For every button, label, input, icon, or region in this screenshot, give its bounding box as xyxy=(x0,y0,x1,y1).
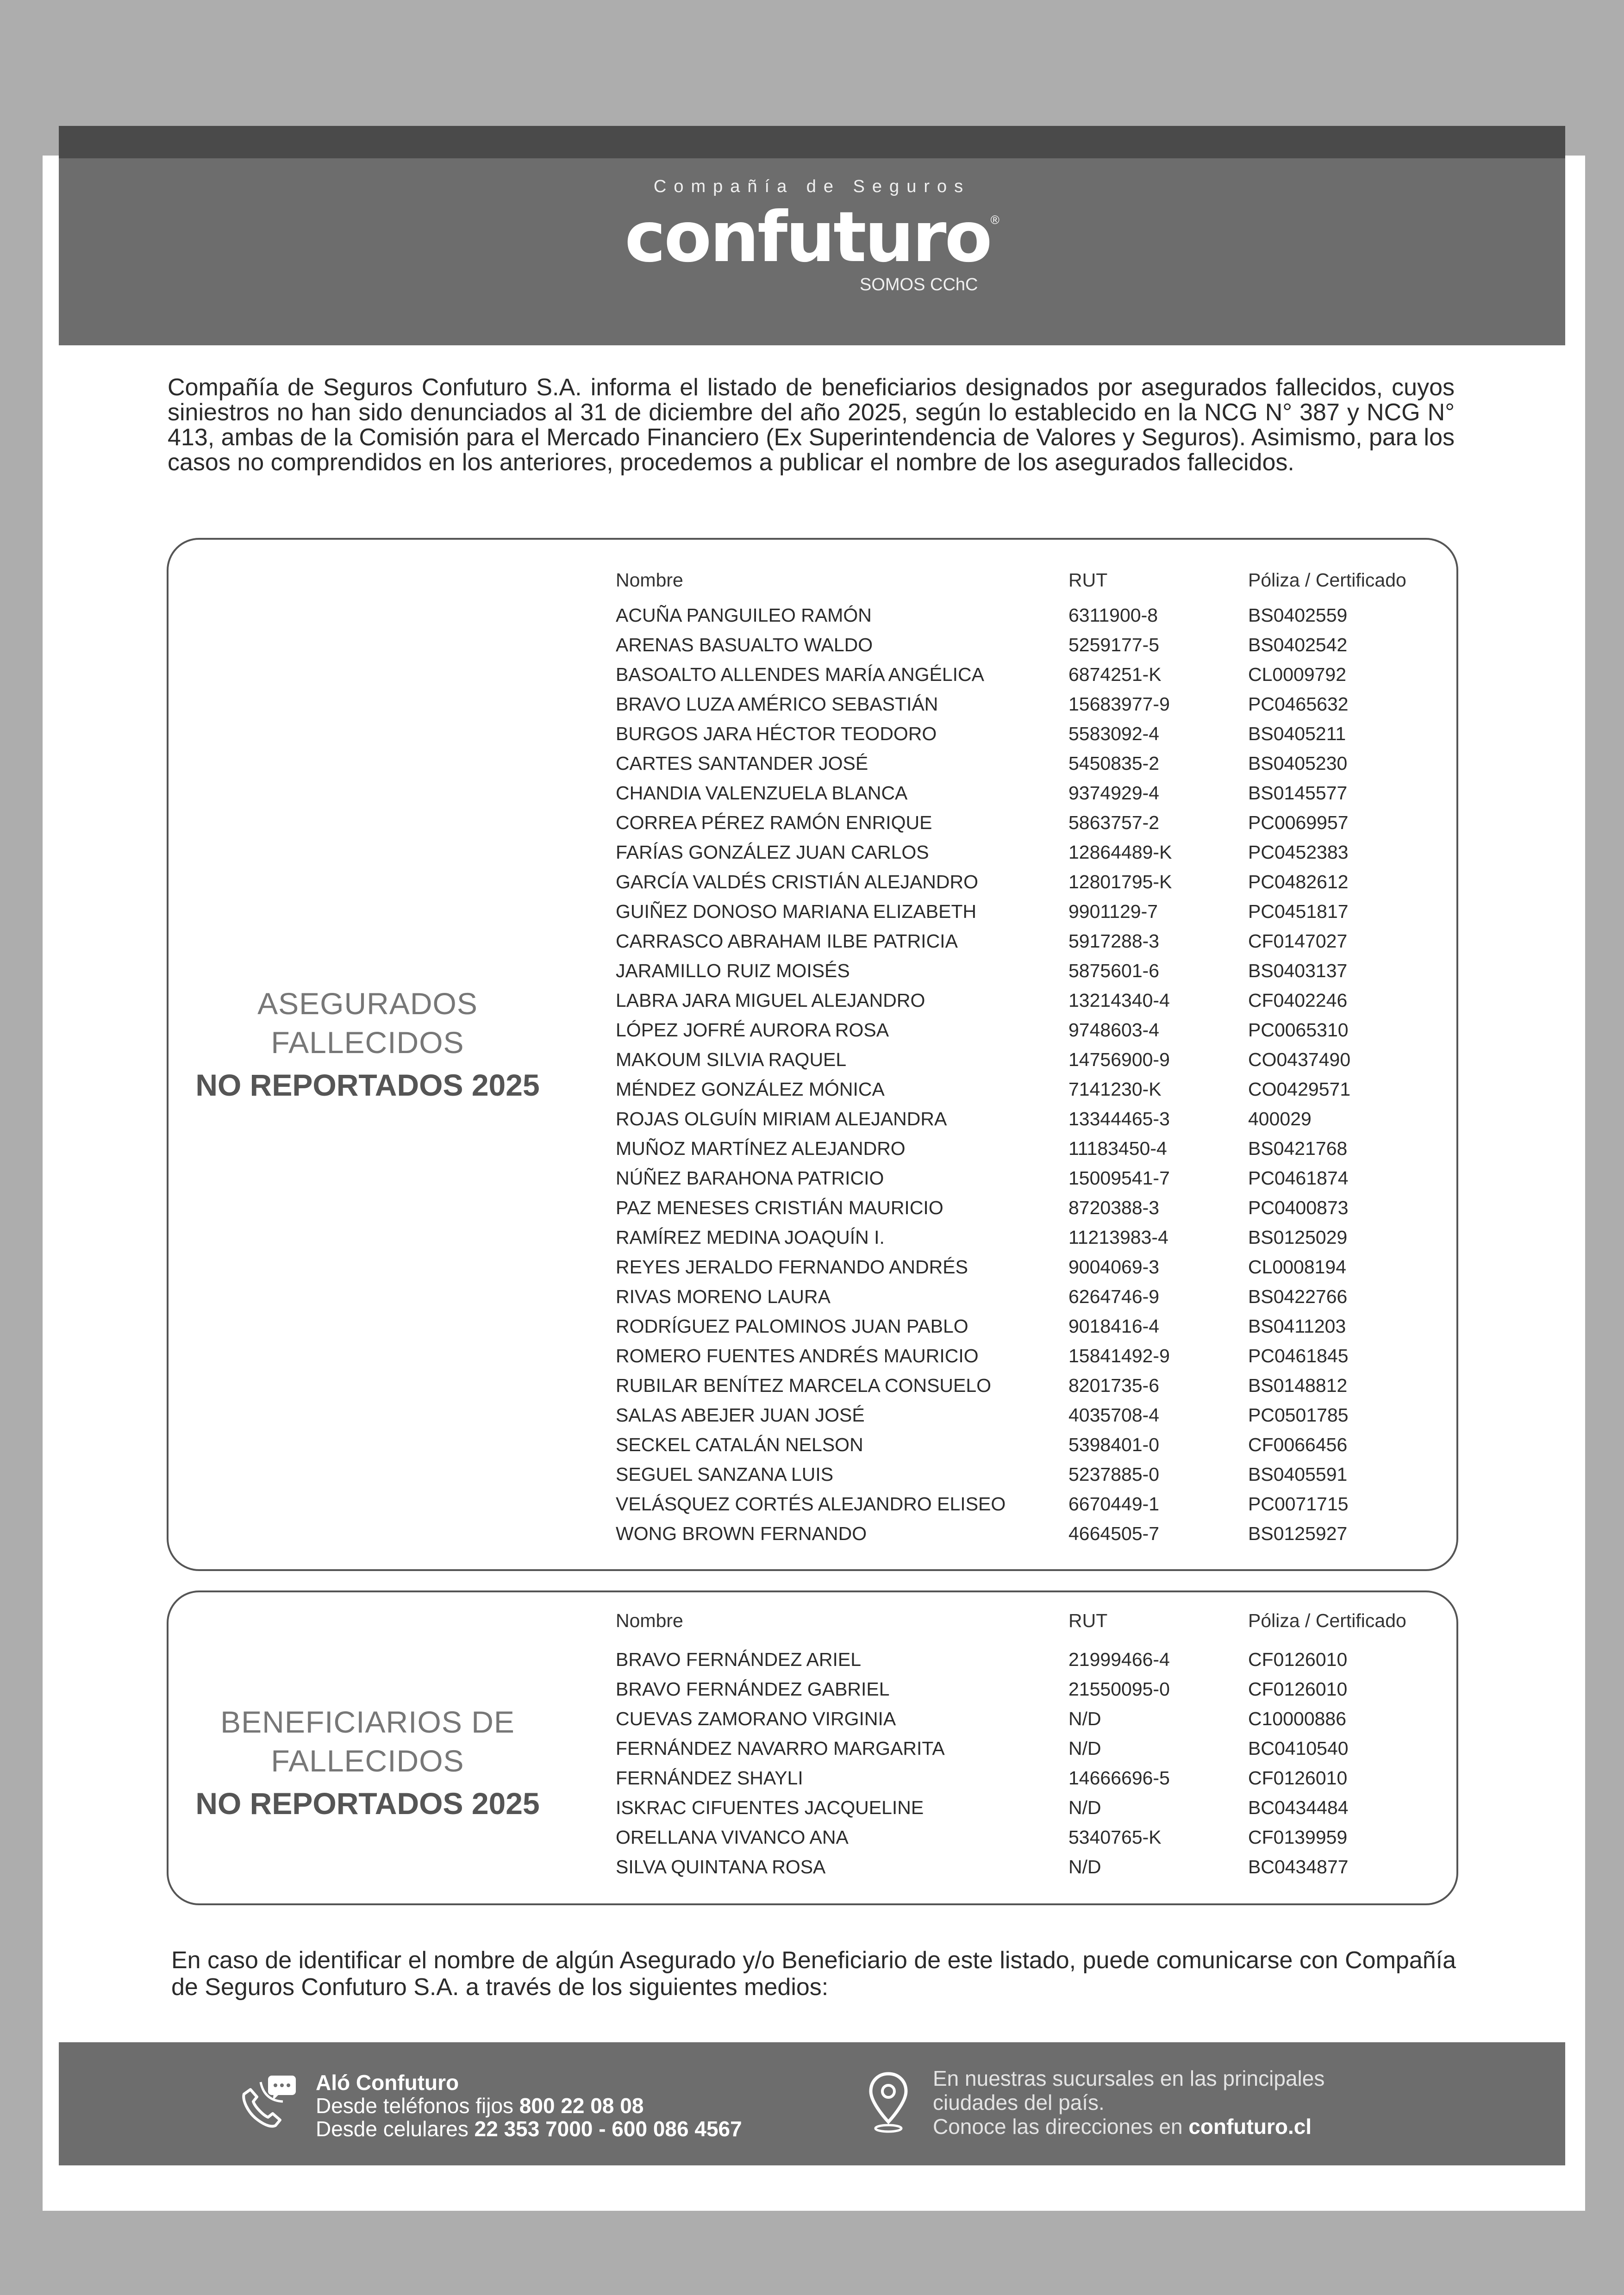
panel-title-line2: FALLECIDOS xyxy=(271,1025,464,1060)
landline-label: Desde teléfonos fijos xyxy=(316,2094,514,2118)
row-policy: CL0009792 xyxy=(1248,664,1347,685)
row-policy: CL0008194 xyxy=(1248,1256,1347,1278)
row-rut: 9374929-4 xyxy=(1068,782,1160,804)
row-rut: 6264746-9 xyxy=(1068,1286,1160,1307)
row-rut: 11213983-4 xyxy=(1068,1227,1168,1248)
panel-title-line1: ASEGURADOS xyxy=(257,986,478,1021)
panel-title xyxy=(192,984,543,1108)
row-name: RODRÍGUEZ PALOMINOS JUAN PABLO xyxy=(616,1316,968,1337)
row-name: CHANDIA VALENZUELA BLANCA xyxy=(616,782,908,804)
row-name: CARRASCO ABRAHAM ILBE PATRICIA xyxy=(616,930,958,952)
brand-subtitle: SOMOS CChC xyxy=(860,275,978,294)
row-rut: 9004069-3 xyxy=(1068,1256,1160,1278)
intro-paragraph: Compañía de Seguros Confuturo S.A. informa el listado de beneficiarios designados por asegurados fallecidos, cuyos siniestros no han sido denunciados al 31 de diciembre del año 2025, según lo establecido en la NCG N° 387 y NCG N° 413, ambas de la Comisión para el Mercado Financiero (Ex Superintendencia de Valores y Seguros). Asimismo, para los casos no comprendidos en los anteriores, procedemos a publicar el nombre de los asegurados fallecidos. xyxy=(168,374,1455,476)
row-name: PAZ MENESES CRISTIÁN MAURICIO xyxy=(616,1197,943,1218)
row-name: VELÁSQUEZ CORTÉS ALEJANDRO ELISEO xyxy=(616,1493,1006,1515)
mobile-label: Desde celulares xyxy=(316,2117,468,2141)
row-rut: N/D xyxy=(1068,1797,1101,1818)
row-policy: CO0429571 xyxy=(1248,1079,1351,1100)
row-name: RIVAS MORENO LAURA xyxy=(616,1286,831,1307)
row-rut: 5450835-2 xyxy=(1068,753,1160,774)
row-policy: CF0402246 xyxy=(1248,990,1348,1011)
row-policy: BS0405230 xyxy=(1248,753,1348,774)
row-rut: 15009541-7 xyxy=(1068,1167,1170,1189)
panel-title-line1: BENEFICIARIOS DE xyxy=(220,1705,515,1739)
row-policy: BS0402559 xyxy=(1248,605,1348,626)
row-policy: PC0452383 xyxy=(1248,842,1349,863)
row-name: REYES JERALDO FERNANDO ANDRÉS xyxy=(616,1256,968,1278)
row-name: ACUÑA PANGUILEO RAMÓN xyxy=(616,605,872,626)
contact-paragraph: En caso de identificar el nombre de algún Asegurado y/o Beneficiario de este listado, puede comunicarse con Compañía de Seguros Confuturo S.A. a través de los siguientes medios: xyxy=(171,1947,1456,2001)
col-header-name: Nombre xyxy=(616,1610,683,1631)
row-rut: 5917288-3 xyxy=(1068,930,1160,952)
row-rut: 21550095-0 xyxy=(1068,1678,1170,1700)
row-rut: 4664505-7 xyxy=(1068,1523,1160,1544)
row-name: ROJAS OLGUÍN MIRIAM ALEJANDRA xyxy=(616,1108,947,1129)
row-policy: PC0501785 xyxy=(1248,1404,1349,1426)
col-header-name: Nombre xyxy=(616,569,683,591)
branches-line2: ciudades del país. xyxy=(933,2090,1105,2114)
row-rut: 9748603-4 xyxy=(1068,1019,1160,1041)
row-name: CARTES SANTANDER JOSÉ xyxy=(616,753,868,774)
row-policy: PC0461874 xyxy=(1248,1167,1349,1189)
row-rut: N/D xyxy=(1068,1738,1101,1759)
row-rut: 5583092-4 xyxy=(1068,723,1160,744)
landline-line xyxy=(316,2094,742,2117)
row-rut: 13344465-3 xyxy=(1068,1108,1170,1129)
row-policy: C10000886 xyxy=(1248,1708,1347,1729)
row-name: FERNÁNDEZ NAVARRO MARGARITA xyxy=(616,1738,945,1759)
row-name: WONG BROWN FERNANDO xyxy=(616,1523,867,1544)
col-header-policy: Póliza / Certificado xyxy=(1248,569,1406,591)
row-rut: 11183450-4 xyxy=(1068,1138,1167,1159)
phone-chat-icon xyxy=(234,2072,299,2132)
row-rut: 4035708-4 xyxy=(1068,1404,1160,1426)
alo-confuturo-title: Aló Confuturo xyxy=(316,2070,459,2095)
row-name: MÉNDEZ GONZÁLEZ MÓNICA xyxy=(616,1079,885,1100)
contact-footer xyxy=(59,2042,1565,2165)
col-header-rut: RUT xyxy=(1068,1610,1108,1631)
registered-mark: ® xyxy=(990,213,999,227)
row-policy: PC0071715 xyxy=(1248,1493,1349,1515)
header-banner xyxy=(59,158,1565,345)
panel-title-line2: FALLECIDOS xyxy=(271,1744,464,1778)
row-name: CORREA PÉREZ RAMÓN ENRIQUE xyxy=(616,812,932,833)
row-rut: 5259177-5 xyxy=(1068,634,1160,655)
row-policy: BS0402542 xyxy=(1248,634,1348,655)
row-policy: BS0405591 xyxy=(1248,1464,1348,1485)
row-policy: CF0147027 xyxy=(1248,930,1348,952)
row-policy: BS0125927 xyxy=(1248,1523,1348,1544)
row-rut: 6874251-K xyxy=(1068,664,1162,685)
row-name: LABRA JARA MIGUEL ALEJANDRO xyxy=(616,990,925,1011)
mobile-numbers[interactable]: 22 353 7000 - 600 086 4567 xyxy=(474,2117,742,2141)
row-rut: 14756900-9 xyxy=(1068,1049,1170,1070)
row-policy: BS0421768 xyxy=(1248,1138,1348,1159)
row-name: NÚÑEZ BARAHONA PATRICIO xyxy=(616,1167,884,1189)
row-policy: BC0434484 xyxy=(1248,1797,1349,1818)
row-name: BASOALTO ALLENDES MARÍA ANGÉLICA xyxy=(616,664,985,685)
brand-name: confuturo xyxy=(625,197,991,278)
panel-beneficiarios-fallecidos xyxy=(167,1590,1458,1905)
brand-tagline: Compañía de Seguros xyxy=(653,177,971,196)
col-header-policy: Póliza / Certificado xyxy=(1248,1610,1406,1631)
brand-logo xyxy=(59,197,1565,278)
row-policy: PC0465632 xyxy=(1248,693,1349,715)
row-rut: 9901129-7 xyxy=(1068,901,1158,922)
row-policy: BS0403137 xyxy=(1248,960,1348,981)
top-bar xyxy=(59,126,1565,158)
website-link[interactable]: confuturo.cl xyxy=(1188,2114,1312,2139)
row-rut: 15841492-9 xyxy=(1068,1345,1170,1366)
row-policy: BS0405211 xyxy=(1248,723,1346,744)
row-rut: 6311900-8 xyxy=(1068,605,1158,626)
row-name: SILVA QUINTANA ROSA xyxy=(616,1856,826,1877)
row-policy: BS0411203 xyxy=(1248,1316,1346,1337)
landline-number[interactable]: 800 22 08 08 xyxy=(519,2094,644,2118)
panel-title xyxy=(192,1703,543,1827)
row-rut: 8201735-6 xyxy=(1068,1375,1160,1396)
row-name: ORELLANA VIVANCO ANA xyxy=(616,1827,849,1848)
row-policy: CF0139959 xyxy=(1248,1827,1348,1848)
row-name: ARENAS BASUALTO WALDO xyxy=(616,634,873,655)
row-name: BRAVO LUZA AMÉRICO SEBASTIÁN xyxy=(616,693,938,715)
row-policy: BS0125029 xyxy=(1248,1227,1348,1248)
row-policy: PC0482612 xyxy=(1248,871,1349,892)
row-name: BRAVO FERNÁNDEZ GABRIEL xyxy=(616,1678,890,1700)
row-policy: BS0148812 xyxy=(1248,1375,1348,1396)
row-name: MUÑOZ MARTÍNEZ ALEJANDRO xyxy=(616,1138,906,1159)
row-rut: 21999466-4 xyxy=(1068,1649,1170,1670)
row-name: CUEVAS ZAMORANO VIRGINIA xyxy=(616,1708,896,1729)
row-name: FARÍAS GONZÁLEZ JUAN CARLOS xyxy=(616,842,929,863)
row-policy: PC0065310 xyxy=(1248,1019,1349,1041)
row-policy: PC0069957 xyxy=(1248,812,1349,833)
panel-asegurados-fallecidos xyxy=(167,538,1458,1571)
row-name: GARCÍA VALDÉS CRISTIÁN ALEJANDRO xyxy=(616,871,979,892)
row-name: ISKRAC CIFUENTES JACQUELINE xyxy=(616,1797,924,1818)
row-rut: 5398401-0 xyxy=(1068,1434,1160,1455)
row-name: ROMERO FUENTES ANDRÉS MAURICIO xyxy=(616,1345,979,1366)
phone-contact xyxy=(316,2071,742,2140)
row-name: MAKOUM SILVIA RAQUEL xyxy=(616,1049,847,1070)
row-rut: 14666696-5 xyxy=(1068,1767,1170,1789)
row-policy: CO0437490 xyxy=(1248,1049,1351,1070)
row-rut: 5875601-6 xyxy=(1068,960,1160,981)
row-name: SEGUEL SANZANA LUIS xyxy=(616,1464,834,1485)
row-rut: N/D xyxy=(1068,1856,1101,1877)
row-policy: CF0126010 xyxy=(1248,1678,1348,1700)
row-policy: PC0461845 xyxy=(1248,1345,1349,1366)
panel-title-bold: NO REPORTADOS 2025 xyxy=(195,1786,540,1821)
row-rut: 9018416-4 xyxy=(1068,1316,1160,1337)
row-name: RAMÍREZ MEDINA JOAQUÍN I. xyxy=(616,1227,885,1248)
row-policy: CF0066456 xyxy=(1248,1434,1348,1455)
branches-line1: En nuestras sucursales en las principales xyxy=(933,2066,1325,2090)
row-rut: N/D xyxy=(1068,1708,1101,1729)
row-rut: 7141230-K xyxy=(1068,1079,1162,1100)
row-name: GUIÑEZ DONOSO MARIANA ELIZABETH xyxy=(616,901,977,922)
row-name: BURGOS JARA HÉCTOR TEODORO xyxy=(616,723,937,744)
row-policy: CF0126010 xyxy=(1248,1649,1348,1670)
col-header-rut: RUT xyxy=(1068,569,1108,591)
row-policy: 400029 xyxy=(1248,1108,1312,1129)
row-rut: 8720388-3 xyxy=(1068,1197,1160,1218)
row-policy: CF0126010 xyxy=(1248,1767,1348,1789)
row-name: FERNÁNDEZ SHAYLI xyxy=(616,1767,803,1789)
row-policy: BS0145577 xyxy=(1248,782,1348,804)
row-policy: BS0422766 xyxy=(1248,1286,1348,1307)
row-rut: 13214340-4 xyxy=(1068,990,1170,1011)
row-policy: PC0400873 xyxy=(1248,1197,1349,1218)
row-name: SECKEL CATALÁN NELSON xyxy=(616,1434,863,1455)
row-rut: 15683977-9 xyxy=(1068,693,1170,715)
row-rut: 5863757-2 xyxy=(1068,812,1160,833)
row-name: JARAMILLO RUIZ MOISÉS xyxy=(616,960,850,981)
panel-title-bold: NO REPORTADOS 2025 xyxy=(195,1068,540,1102)
row-rut: 6670449-1 xyxy=(1068,1493,1160,1515)
row-rut: 5237885-0 xyxy=(1068,1464,1160,1485)
branches-contact xyxy=(933,2066,1324,2139)
branches-line3 xyxy=(933,2114,1324,2139)
row-policy: BC0410540 xyxy=(1248,1738,1349,1759)
row-name: SALAS ABEJER JUAN JOSÉ xyxy=(616,1404,865,1426)
row-policy: BC0434877 xyxy=(1248,1856,1349,1877)
row-policy: PC0451817 xyxy=(1248,901,1349,922)
row-name: BRAVO FERNÁNDEZ ARIEL xyxy=(616,1649,862,1670)
mobile-line xyxy=(316,2117,742,2140)
location-pin-icon xyxy=(865,2070,912,2135)
row-name: RUBILAR BENÍTEZ MARCELA CONSUELO xyxy=(616,1375,992,1396)
row-name: LÓPEZ JOFRÉ AURORA ROSA xyxy=(616,1019,889,1041)
branches-line3-text: Conoce las direcciones en xyxy=(933,2114,1183,2139)
row-rut: 12801795-K xyxy=(1068,871,1172,892)
row-rut: 5340765-K xyxy=(1068,1827,1162,1848)
row-rut: 12864489-K xyxy=(1068,842,1172,863)
